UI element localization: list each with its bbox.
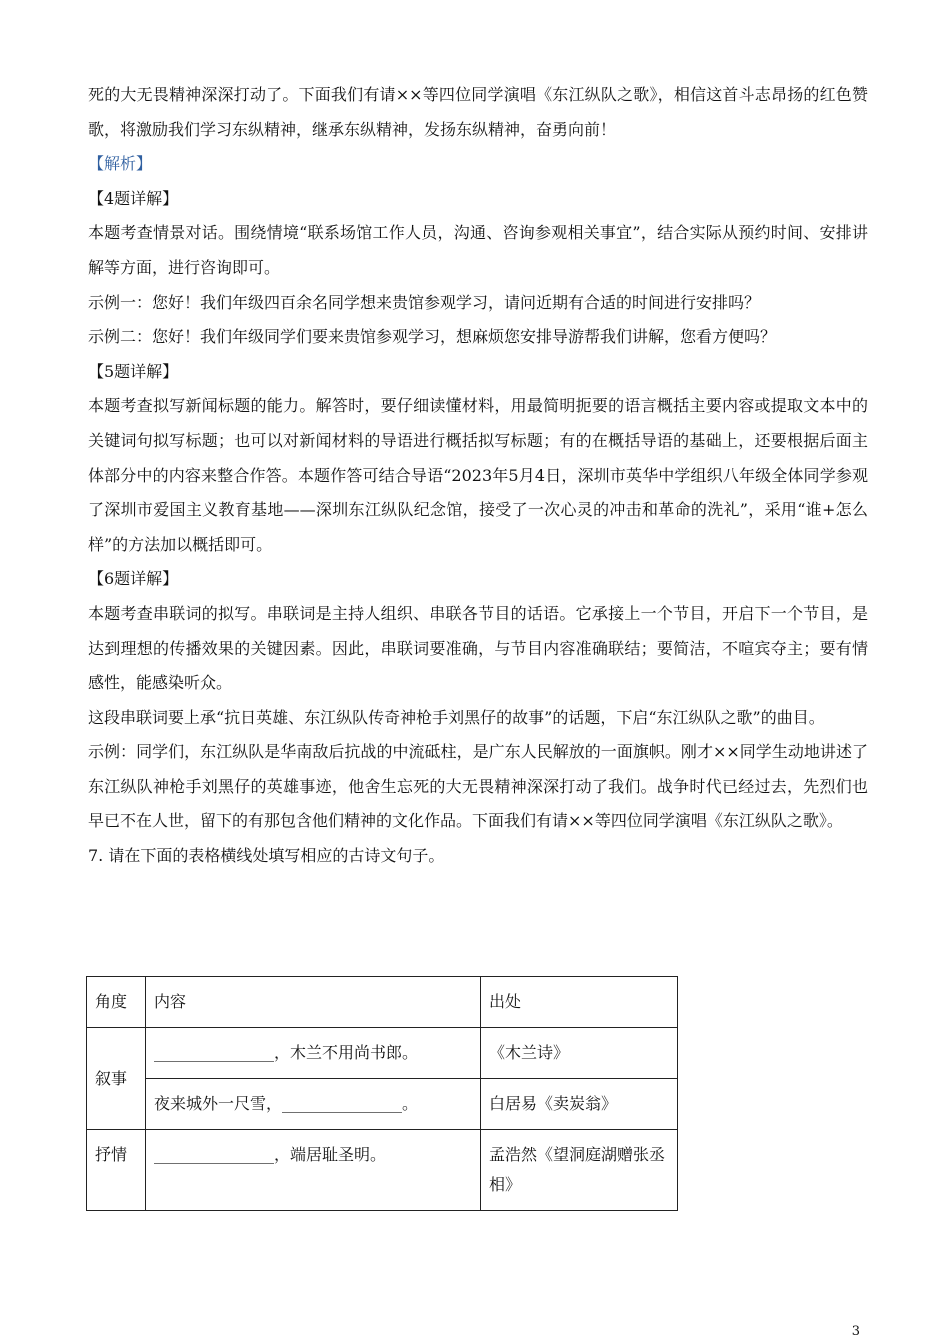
q6-heading: 【6题详解】 [88,569,179,589]
row1-text: ，木兰不用尚书郎。 [274,1043,419,1062]
q6-example: 示例：同学们，东江纵队是华南敌后抗战的中流砥柱，是广东人民解放的一面旗帜。刚才××同学生动地讲述了东江纵队神枪手刘黑仔的英雄事迹，他舍生忘死的大无畏精神深深打动了我们。战争时代已经过去，先烈们也早已不在人世，留下的有那包含他们精神的文化作品。下面我们有请××等四位同学演唱《东江纵队之歌》。 [88,742,868,831]
document-body [88,78,868,874]
row1-blank[interactable]: _______________ [154,1043,274,1062]
row3-text: ，端居耻圣明。 [274,1145,387,1164]
row2-blank[interactable]: _______________ [282,1094,403,1113]
row1-source: 《木兰诗》 [481,1028,678,1079]
analysis-heading: 【解析】 [88,154,153,174]
row3-content [146,1130,481,1211]
q4-explanation: 本题考查情景对话。围绕情境“联系场馆工作人员，沟通、咨询参观相关事宜”，结合实际从预约时间、安排讲解等方面，进行咨询即可。 [88,223,868,277]
table-row [87,1028,678,1079]
q4-heading: 【4题详解】 [88,188,179,208]
row1-content [146,1028,481,1079]
table-row [87,1079,678,1130]
page-number: 3 [851,1324,860,1339]
q6-explanation: 本题考查串联词的拟写。串联词是主持人组织、串联各节目的话语。它承接上一个节目，开启下一个节目，是达到理想的传播效果的关键因素。因此，串联词要准确，与节目内容准确联结；要简洁，不喧宾夺主；要有情感性，能感染听众。 [88,603,868,693]
poetry-table [86,976,678,1211]
row2-content [146,1079,481,1130]
table-header-row [87,977,678,1028]
paragraph-continuation: 死的大无畏精神深深打动了。下面我们有请××等四位同学演唱《东江纵队之歌》，相信这首斗志昂扬的红色赞歌，将激励我们学习东纵精神，继承东纵精神，发扬东纵精神，奋勇向前！ [88,85,868,139]
q6-context: 这段串联词要上承“抗日英雄、东江纵队传奇神枪手刘黑仔的故事”的话题，下启“东江纵队之歌”的曲目。 [88,707,825,727]
q4-example-1: 示例一：您好！我们年级四百余名同学想来贵馆参观学习，请问近期有合适的时间进行安排吗？ [88,292,761,312]
header-angle: 角度 [87,977,146,1028]
row3-source: 孟浩然《望洞庭湖赠张丞相》 [481,1130,678,1211]
table-row [87,1130,678,1211]
row2-end: 。 [402,1094,419,1113]
q7-prompt: 7. 请在下面的表格横线处填写相应的古诗文句子。 [88,846,445,866]
header-content: 内容 [146,977,481,1028]
row2-text: 夜来城外一尺雪， [154,1094,283,1113]
group-narrative: 叙事 [87,1028,146,1130]
header-source: 出处 [481,977,678,1028]
q5-explanation: 本题考查拟写新闻标题的能力。解答时，要仔细读懂材料，用最简明扼要的语言概括主要内容或提取文本中的关键词句拟写标题；也可以对新闻材料的导语进行概括拟写标题；有的在概括导语的基础上，还要根据后面主体部分中的内容来整合作答。本题作答可结合导语“2023年5月4日，深圳市英华中学组织八年级全体同学参观了深圳市爱国主义教育基地——深圳东江纵队纪念馆，接受了一次心灵的冲击和革命的洗礼”，采用“谁+怎么样”的方法加以概括即可。 [88,396,868,554]
row3-blank[interactable]: _______________ [154,1145,274,1164]
row2-source: 白居易《卖炭翁》 [481,1079,678,1130]
q5-heading: 【5题详解】 [88,361,179,381]
q4-example-2: 示例二：您好！我们年级同学们要来贵馆参观学习，想麻烦您安排导游帮我们讲解，您看方便吗？ [88,327,777,347]
group-lyric: 抒情 [87,1130,146,1211]
